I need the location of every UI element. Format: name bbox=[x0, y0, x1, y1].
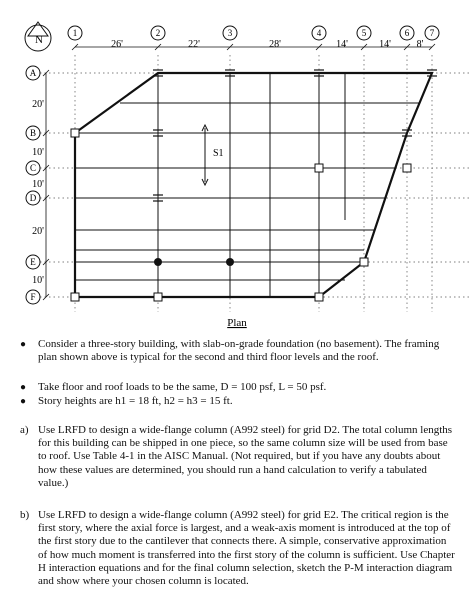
row-line-B: B bbox=[29, 128, 37, 138]
row-line-D: D bbox=[29, 193, 37, 203]
col-line-6: 6 bbox=[404, 28, 410, 38]
slab-label: S1 bbox=[213, 148, 224, 159]
slab-span-arrow-icon bbox=[202, 125, 208, 185]
bullet-3: Story heights are h1 = 18 ft, h2 = h3 = 15 ft. bbox=[38, 395, 233, 407]
y-spacing-1: 20' bbox=[32, 99, 44, 110]
col-line-7: 7 bbox=[429, 28, 435, 38]
x-spacing-2: 22' bbox=[188, 39, 200, 50]
row-line-F: F bbox=[30, 292, 36, 302]
y-spacing-2: 10' bbox=[32, 147, 44, 158]
x-spacing-3: 28' bbox=[269, 39, 281, 50]
plan-caption: Plan bbox=[227, 317, 247, 329]
col-line-4: 4 bbox=[316, 28, 322, 38]
x-spacing-6: 8' bbox=[416, 39, 424, 50]
bullet-2: Take floor and roof loads to be the same, D = 100 psf, L = 50 psf. bbox=[38, 381, 327, 393]
col-line-2: 2 bbox=[155, 28, 161, 38]
question-b-text: Use LRFD to design a wide-flange column (A992 steel) for grid E2. The critical region is the first story, where the axial force is largest, and a weak-axis moment is introduced at the top of the first story due to the cantilever that connects there. A simple, conservative approximation of how much moment is transferred into the first story of the column is sufficient. Use Chapter H interaction equations and for the final column selection, sketch the P-M interaction diagram and show where your chosen column is located. bbox=[38, 509, 455, 588]
row-line-E: E bbox=[30, 257, 36, 267]
row-line-C: C bbox=[29, 163, 37, 173]
bullet-marker: ● bbox=[20, 339, 27, 350]
north-label: N bbox=[35, 34, 43, 46]
x-spacing-5: 14' bbox=[379, 39, 391, 50]
col-line-1: 1 bbox=[72, 28, 78, 38]
question-a-label: a) bbox=[20, 424, 29, 436]
col-line-5: 5 bbox=[361, 28, 367, 38]
y-spacing-4: 20' bbox=[32, 226, 44, 237]
building-outline bbox=[75, 73, 432, 297]
bullet-marker: ● bbox=[20, 396, 27, 407]
col-line-3: 3 bbox=[227, 28, 233, 38]
question-b-label: b) bbox=[20, 509, 30, 521]
y-spacing-3: 10' bbox=[32, 179, 44, 190]
bullet-marker: ● bbox=[20, 382, 27, 393]
question-a-text: Use LRFD to design a wide-flange column (A992 steel) for grid D2. The total column lengths for this building can be shipped in one piece, so the same column size will be used from base to roof. Use Table 4-1 in the AISC Manual. (Not required, but if you have any doubts about how these values are determined, you should run a hand calculation to verify a tabulated value.) bbox=[38, 424, 453, 489]
north-arrow-icon bbox=[25, 22, 51, 51]
row-line-A: A bbox=[29, 68, 37, 78]
x-spacing-1: 26' bbox=[111, 39, 123, 50]
x-spacing-4: 14' bbox=[336, 39, 348, 50]
bullet-1: Consider a three-story building, with slab-on-grade foundation (no basement). The framing plan shown above is typical for the second and third floor levels and the roof. bbox=[38, 338, 440, 364]
y-spacing-5: 10' bbox=[32, 275, 44, 286]
